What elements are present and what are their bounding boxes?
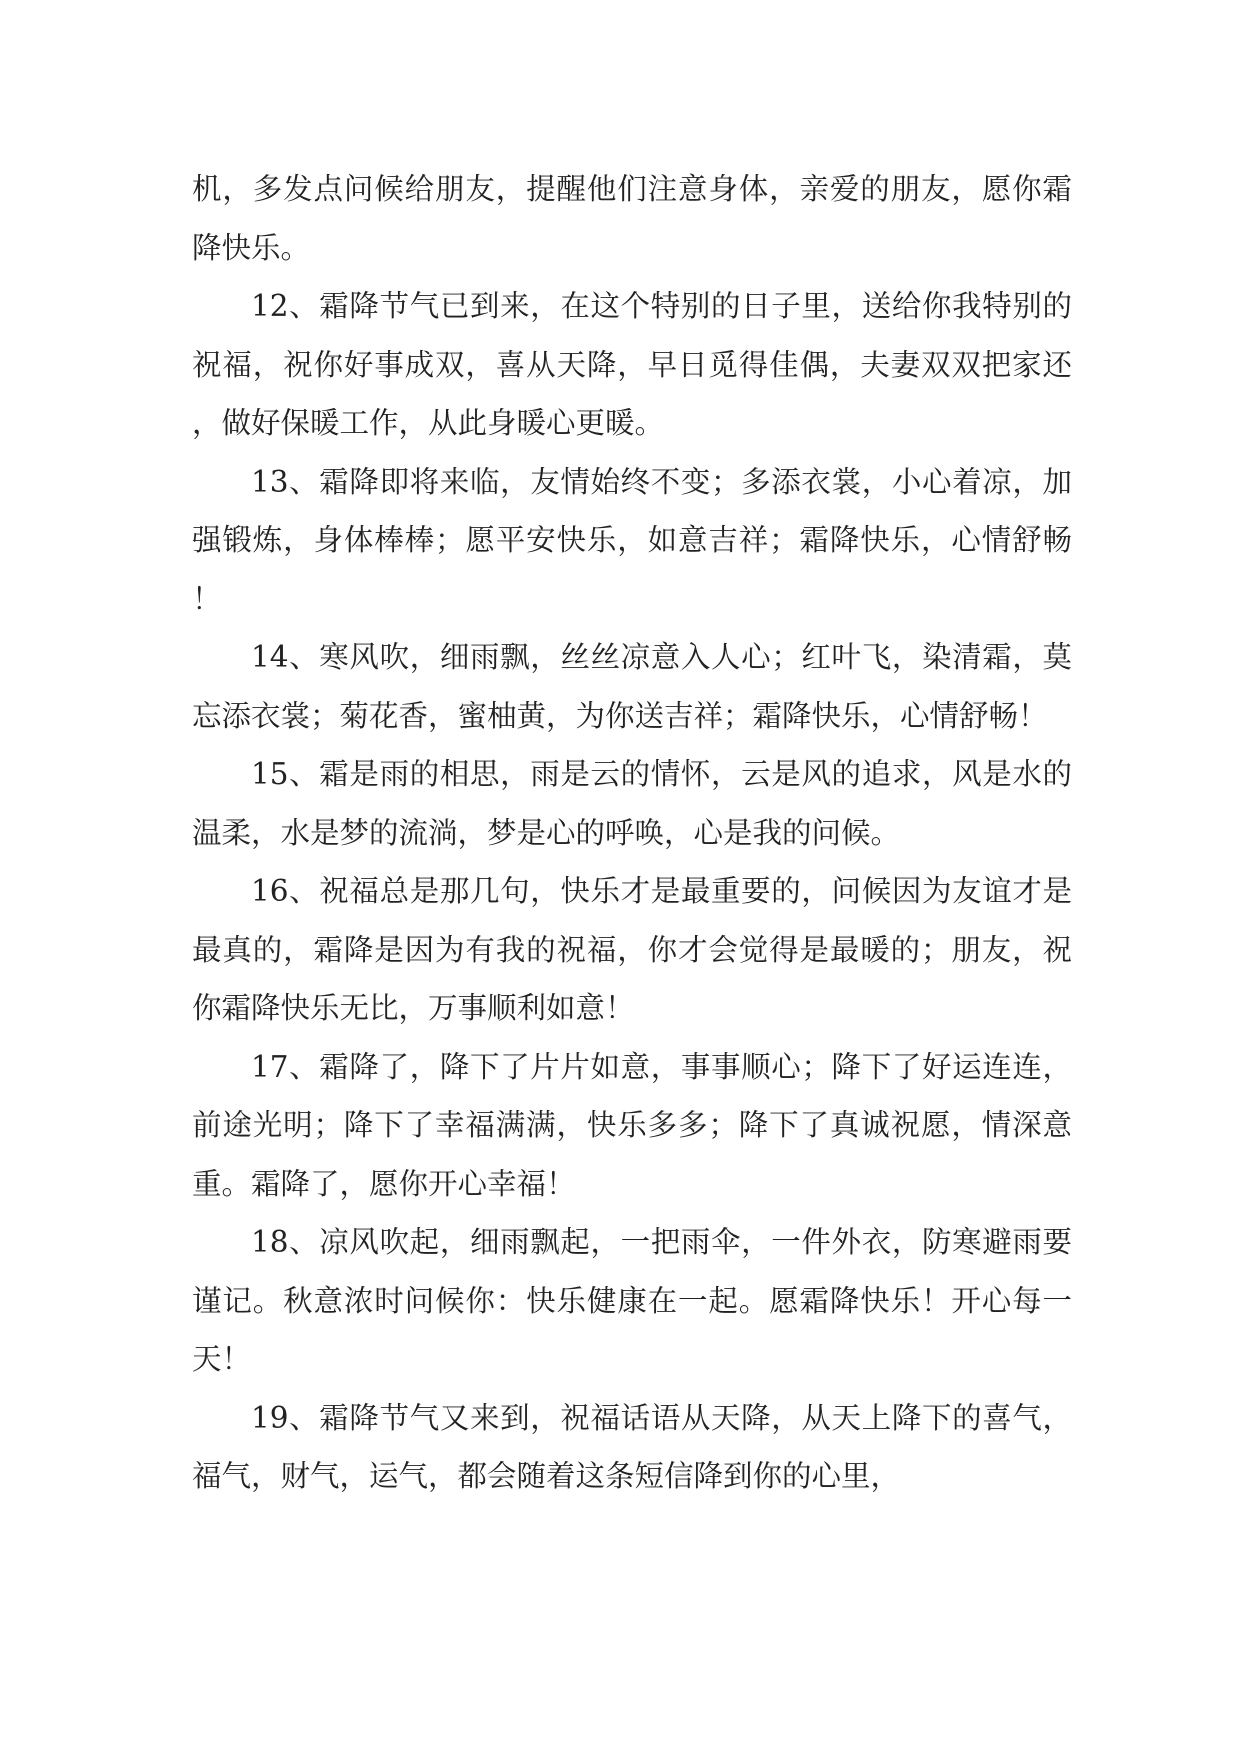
paragraph-14: 14、寒风吹，细雨飘，丝丝凉意入人心；红叶飞，染清霜，莫忘添衣裳；菊花香，蜜柚黄，为你送吉祥；霜降快乐，心情舒畅！ [192, 640, 1072, 733]
paragraph-continuation: 机，多发点问候给朋友，提醒他们注意身体，亲爱的朋友，愿你霜降快乐。 [192, 172, 1072, 265]
paragraph-15: 15、霜是雨的相思，雨是云的情怀，云是风的追求，风是水的温柔，水是梦的流淌，梦是心的呼唤，心是我的问候。 [192, 757, 1072, 850]
document-body [192, 160, 1072, 1506]
paragraph-19: 19、霜降节气又来到，祝福话语从天降，从天上降下的喜气，福气，财气，运气，都会随着这条短信降到你的心里， [192, 1400, 1072, 1493]
paragraph-18: 18、凉风吹起，细雨飘起，一把雨伞，一件外衣，防寒避雨要谨记。秋意浓时问候你：快乐健康在一起。愿霜降快乐！开心每一天！ [192, 1225, 1072, 1376]
paragraph-16: 16、祝福总是那几句，快乐才是最重要的，问候因为友谊才是最真的，霜降是因为有我的祝福，你才会觉得是最暖的；朋友，祝你霜降快乐无比，万事顺利如意！ [192, 874, 1072, 1025]
paragraph-17: 17、霜降了，降下了片片如意，事事顺心；降下了好运连连，前途光明；降下了幸福满满，快乐多多；降下了真诚祝愿，情深意重。霜降了，愿你开心幸福！ [192, 1049, 1072, 1201]
paragraph-13: 13、霜降即将来临，友情始终不变；多添衣裳，小心着凉，加强锻炼，身体棒棒；愿平安快乐，如意吉祥；霜降快乐，心情舒畅！ [192, 464, 1072, 616]
paragraph-12: 12、霜降节气已到来，在这个特别的日子里，送给你我特别的祝福，祝你好事成双，喜从天降，早日觅得佳偶，夫妻双双把家还，做好保暖工作，从此身暖心更暖。 [192, 289, 1072, 440]
